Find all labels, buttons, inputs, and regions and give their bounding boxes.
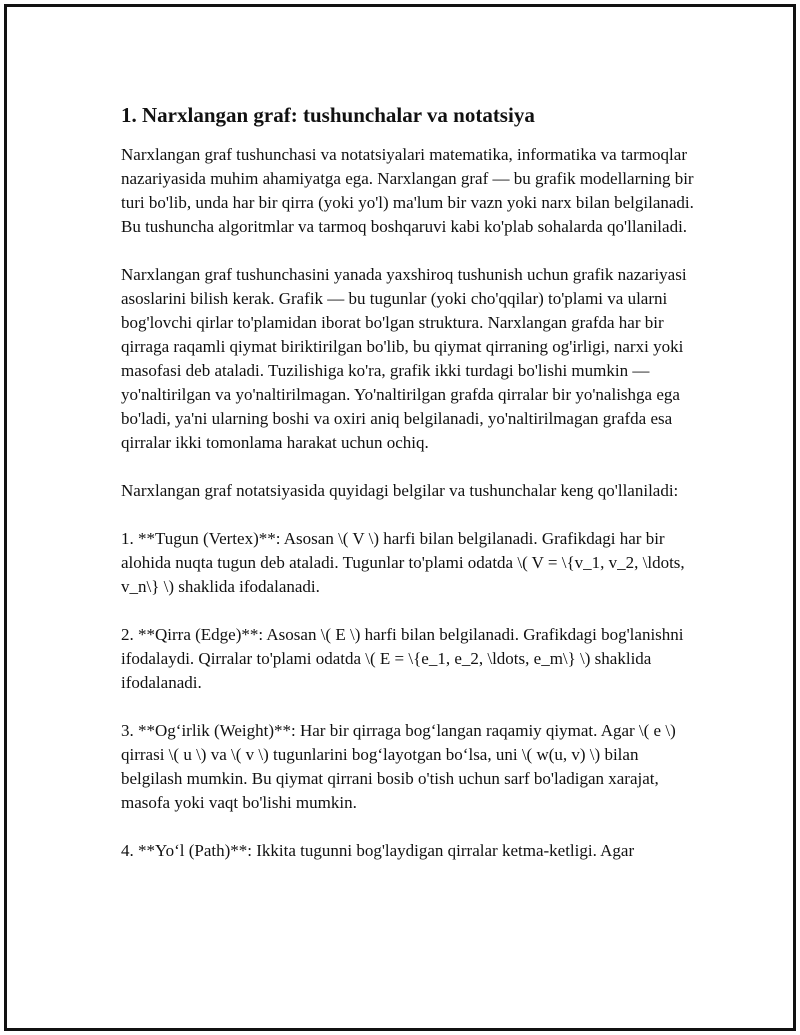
list-item-path: 4. **Yo‘l (Path)**: Ikkita tugunni bog'laydigan qirralar ketma-ketligi. Agar xyxy=(121,841,635,860)
paragraph-notation-intro: Narxlangan graf notatsiyasida quyidagi belgilar va tushunchalar keng qo'llaniladi: xyxy=(121,481,679,500)
list-item-vertex: 1. **Tugun (Vertex)**: Asosan \( V \) harfi bilan belgilanadi. Grafikdagi har bir alohida nuqta tugun deb ataladi. Tugunlar to'plami odatda \( V = \{v_1, v_2, \ldots, v_n\} \) shaklida ifodalanadi. xyxy=(121,529,685,596)
paragraph-graph-basics: Narxlangan graf tushunchasini yanada yaxshiroq tushunish uchun grafik nazariyasi asoslarini bilish kerak. Grafik — bu tugunlar (yoki cho'qqilar) to'plami va ularni bog'lovchi qirlar to'plamidan iborat bo'lgan struktura. Narxlangan grafda har bir qirraga raqamli qiymat biriktirilgan bo'lib, bu qiymat qirraning og'irligi, narxi yoki masofasi deb ataladi. Tuzilishiga ko'ra, grafik ikki turdagi bo'lishi mumkin — yo'naltirilgan va yo'naltirilmagan. Yo'naltirilgan grafda qirralar bir yo'nalishga ega bo'ladi, ya'ni ularning boshi va oxiri aniq belgilanadi, yo'naltirilmagan grafda esa qirralar ikki tomonlama harakat uchun ochiq. xyxy=(121,265,687,452)
document-content xyxy=(121,101,697,887)
list-item-weight: 3. **Og‘irlik (Weight)**: Har bir qirraga bog‘langan raqamiy qiymat. Agar \( e \) qirrasi \( u \) va \( v \) tugunlarini bog‘layotgan bo‘lsa, uni \( w(u, v) \) bilan belgilash mumkin. Bu qiymat qirrani bosib o'tish uchun sarf bo'ladigan xarajat, masofa yoki vaqt bo'lishi mumkin. xyxy=(121,721,676,812)
section-heading: 1. Narxlangan graf: tushunchalar va notatsiya xyxy=(121,103,535,127)
paragraph-intro: Narxlangan graf tushunchasi va notatsiyalari matematika, informatika va tarmoqlar nazariyasida muhim ahamiyatga ega. Narxlangan graf — bu grafik modellarning bir turi bo'lib, unda har bir qirra (yoki yo'l) ma'lum bir vazn yoki narx bilan belgilanadi. Bu tushuncha algoritmlar va tarmoq boshqaruvi kabi ko'plab sohalarda qo'llaniladi. xyxy=(121,145,694,236)
document-page xyxy=(4,4,796,1031)
list-item-edge: 2. **Qirra (Edge)**: Asosan \( E \) harfi bilan belgilanadi. Grafikdagi bog'lanishni ifodalaydi. Qirralar to'plami odatda \( E = \{e_1, e_2, \ldots, e_m\} \) shaklida ifodalanadi. xyxy=(121,625,684,692)
